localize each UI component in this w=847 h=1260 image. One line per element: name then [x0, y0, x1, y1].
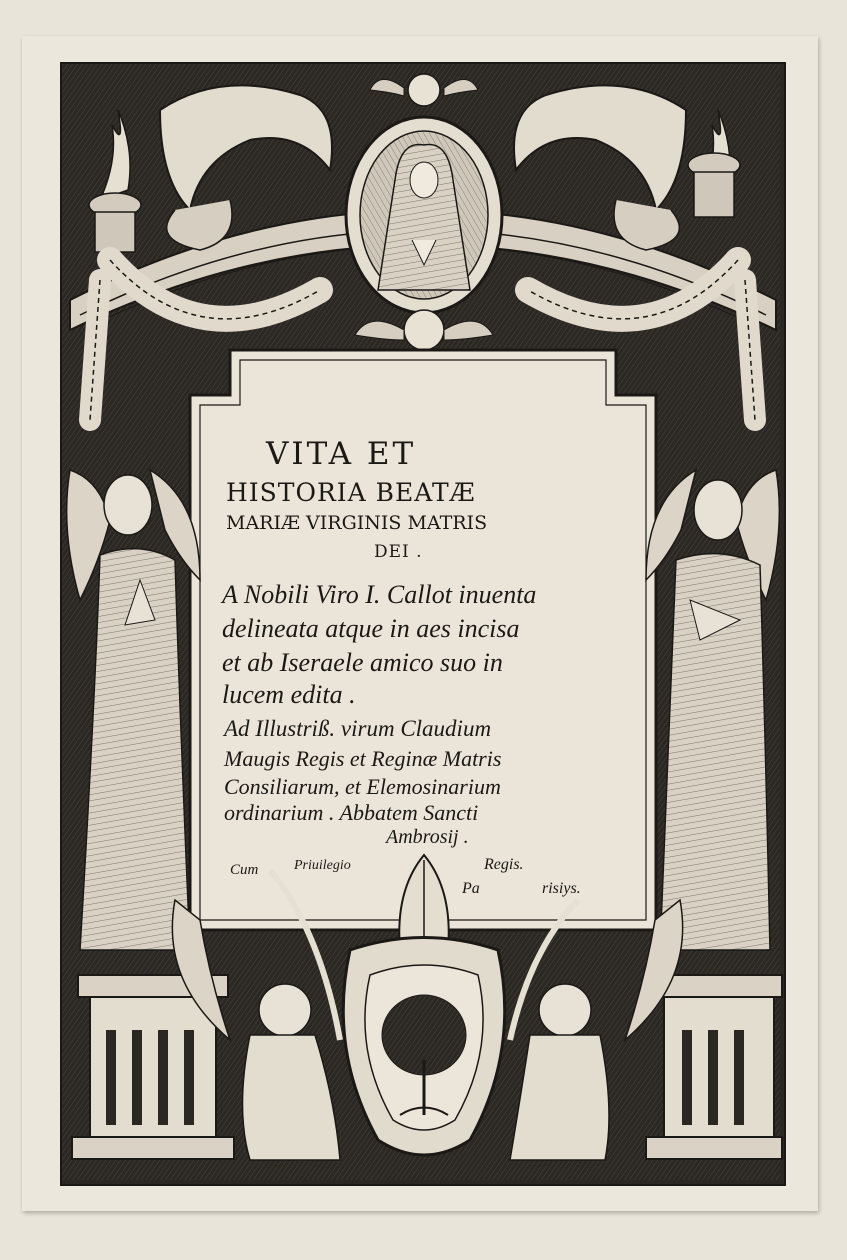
dedication-line-3: Consiliarum, et Elemosinarium — [224, 774, 501, 799]
right-pedestal — [646, 975, 782, 1159]
dedication-line-2: Maugis Regis et Reginæ Matris — [224, 746, 502, 771]
title-line-2: HISTORIA BEATÆ — [226, 478, 476, 507]
privilege-priuilegio: Priuilegio — [294, 858, 351, 873]
body-line-4: lucem edita . — [222, 680, 356, 709]
dedication-line-1: Ad Illustriß. virum Claudium — [224, 716, 492, 741]
body-line-1: A Nobili Viro I. Callot inuenta — [222, 580, 537, 609]
coat-of-arms-shield — [343, 938, 504, 1156]
privilege-pa: Pa — [462, 880, 480, 897]
dedication-line-4: ordinarium . Abbatem Sancti — [224, 800, 479, 825]
body-line-3: et ab Iseraele amico suo in — [222, 648, 503, 677]
dedication-line-5: Ambrosij . — [386, 826, 469, 848]
title-line-3: MARIÆ VIRGINIS MATRIS — [226, 512, 488, 534]
madonna-medallion — [346, 117, 502, 313]
privilege-regis: Regis. — [484, 856, 524, 873]
body-line-2: delineata atque in aes incisa — [222, 614, 520, 643]
privilege-cum: Cum — [230, 862, 259, 878]
title-line-1: VITA ET — [266, 436, 417, 472]
title-line-4: DEI . — [374, 542, 423, 562]
privilege-risiys: risiys. — [542, 880, 581, 897]
